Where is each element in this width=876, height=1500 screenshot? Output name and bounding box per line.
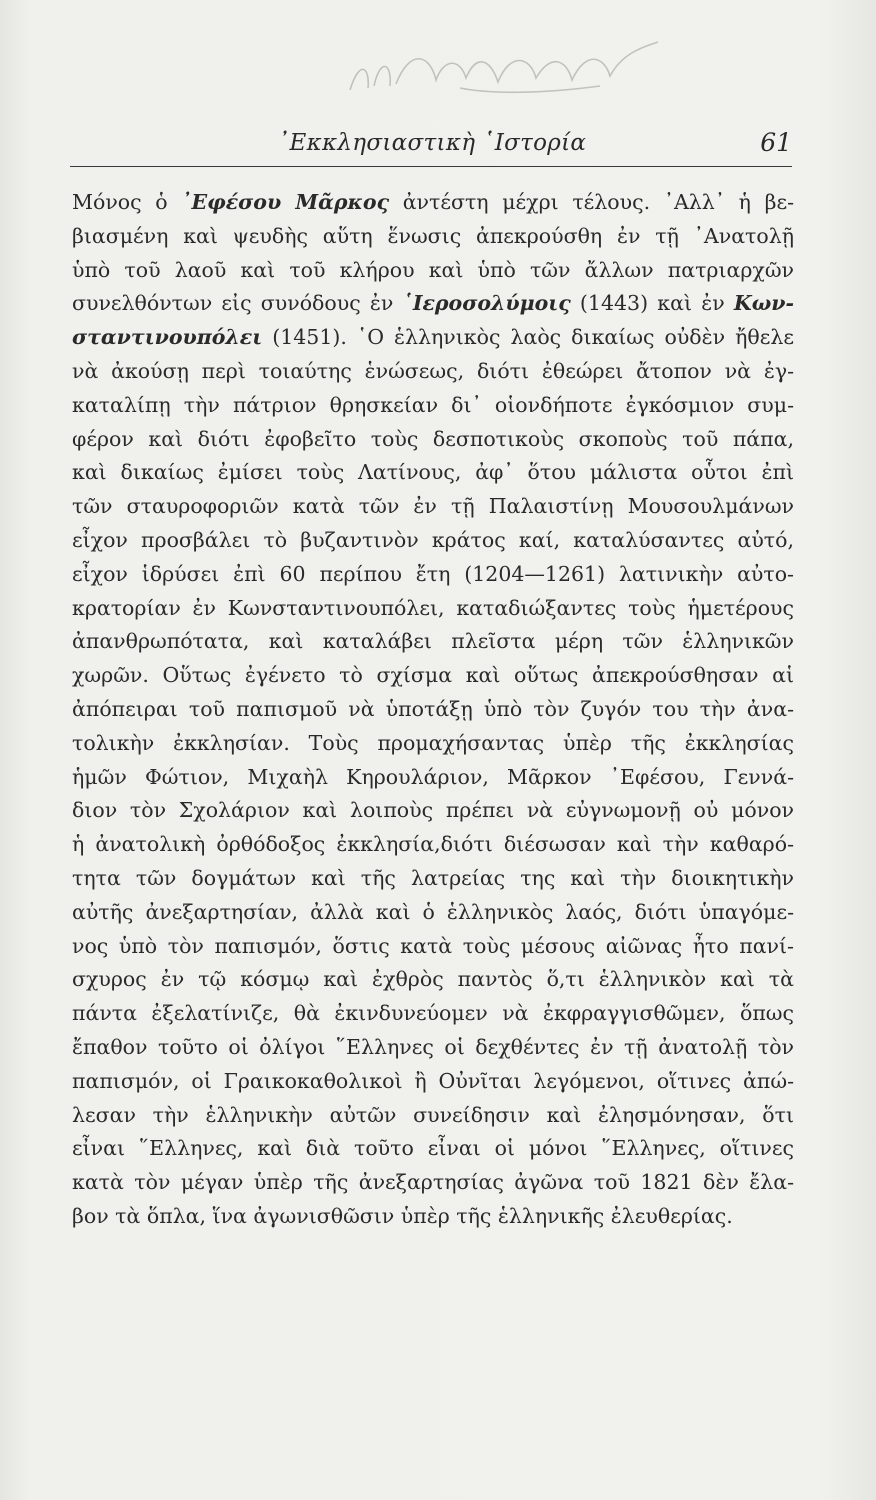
emphasized-name: σταντινουπόλει [72, 325, 263, 350]
text-run: διον τὸν Σχολάριον καὶ λοιποὺς πρέπει νὰ εὐγνωμονῇ οὐ μόνον [72, 798, 794, 823]
text-run: καταλίπῃ τὴν πάτριον θρησκείαν δι᾿ οἱονδήποτε ἐγκόσμιον συμ- [72, 392, 794, 417]
text-run: αὐτῆς ἀνεξαρτησίαν, ἀλλὰ καὶ ὁ ἑλληνικὸς λαός, διότι ὑπαγόμε- [72, 899, 794, 924]
text-run: κατὰ τὸν μέγαν ὑπὲρ τῆς ἀνεξαρτησίας ἀγῶνα τοῦ 1821 δὲν ἔλα- [72, 1170, 794, 1195]
text-line [72, 693, 794, 727]
text-line [72, 558, 794, 592]
text-line [72, 1132, 794, 1166]
text-line [72, 828, 794, 862]
text-run: τῶν σταυροφοριῶν κατὰ τῶν ἐν τῇ Παλαιστίνῃ Μουσουλμάνων [72, 494, 794, 519]
text-line [72, 761, 794, 795]
text-line [72, 355, 794, 389]
text-line [72, 1031, 794, 1065]
text-line [72, 456, 794, 490]
text-line [72, 321, 794, 355]
text-run: εἶναι ῞Ελληνες, καὶ διὰ τοῦτο εἶναι οἱ μόνοι ῞Ελληνες, οἵτινες [72, 1136, 794, 1161]
text-line [72, 287, 794, 321]
text-run: βιασμένη καὶ ψευδὴς αὕτη ἕνωσις ἀπεκρούσθη ἐν τῇ ᾿Ανατολῇ [72, 223, 794, 248]
text-run: ἡ ἀνατολικὴ ὀρθόδοξος ἐκκλησία,διότι διέσωσαν καὶ τὴν καθαρό- [72, 832, 794, 857]
text-line [72, 794, 794, 828]
text-line [72, 1099, 794, 1133]
text-line [72, 220, 794, 254]
text-line [72, 727, 794, 761]
text-run: λεσαν τὴν ἑλληνικὴν αὐτῶν συνείδησιν καὶ ἐλησμόνησαν, ὅτι [72, 1102, 794, 1127]
text-line [72, 186, 794, 220]
text-line [72, 1200, 794, 1234]
text-line [72, 659, 794, 693]
text-run: (1443) καὶ ἐν [570, 291, 734, 316]
text-run: σχυρος ἐν τῷ κόσμῳ καὶ ἐχθρὸς παντὸς ὅ,τι ἑλληνικὸν καὶ τὰ [72, 967, 794, 992]
text-run: συνελθόντων εἰς συνόδους ἐν [72, 291, 403, 316]
emphasized-name: ῾Ιεροσολύμοις [402, 291, 571, 316]
text-run: καὶ δικαίως ἐμίσει τοὺς Λατίνους, ἀφ᾿ ὅτου μάλιστα οὗτοι ἐπὶ [72, 460, 794, 485]
text-run: εἶχον προσβάλει τὸ βυζαντινὸν κράτος καί, καταλύσαντες αὐτό, [72, 527, 794, 552]
text-run: (1451). ῾Ο ἑλληνικὸς λαὸς δικαίως οὐδὲν ἤθελε [262, 325, 794, 350]
text-line [72, 1166, 794, 1200]
text-run: ἀπόπειραι τοῦ παπισμοῦ νὰ ὑποτάξῃ ὑπὸ τὸν ζυγόν του τὴν ἀνα- [72, 696, 794, 721]
text-line [72, 389, 794, 423]
emphasized-name: ᾿Εφέσου Μᾶρκος [181, 190, 390, 214]
text-line [72, 1065, 794, 1099]
text-line [72, 930, 794, 964]
text-line [72, 524, 794, 558]
text-line [72, 490, 794, 524]
text-run: τητα τῶν δογμάτων καὶ τῆς λατρείας της καὶ τὴν διοικητικὴν [72, 865, 794, 890]
text-run: πάντα ἐξελατίνιζε, θὰ ἐκινδυνεύομεν νὰ ἐκφραγγισθῶμεν, ὅπως [72, 1001, 794, 1026]
page-number: 61 [760, 128, 792, 157]
text-run: εἶχον ἱδρύσει ἐπὶ 60 περίπου ἔτη (1204—1261) λατινικὴν αὐτο- [72, 561, 794, 586]
text-line [72, 423, 794, 457]
text-run: ὑπὸ τοῦ λαοῦ καὶ τοῦ κλήρου καὶ ὑπὸ τῶν ἄλλων πατριαρχῶν [72, 257, 794, 282]
running-header [70, 124, 794, 164]
text-line [72, 862, 794, 896]
text-run: νος ὑπὸ τὸν παπισμόν, ὅστις κατὰ τοὺς μέσους αἰῶνας ἦτο πανί- [72, 933, 794, 958]
text-run: χωρῶν. Οὕτως ἐγένετο τὸ σχίσμα καὶ οὕτως ἀπεκρούσθησαν αἱ [72, 663, 794, 688]
text-run: φέρον καὶ διότι ἐφοβεῖτο τοὺς δεσποτικοὺς σκοποὺς τοῦ πάπα, [72, 426, 794, 451]
text-run: κρατορίαν ἐν Κωνσταντινουπόλει, καταδιώξαντες τοὺς ἡμετέρους [72, 595, 794, 620]
handwritten-inscription [340, 28, 680, 108]
text-run: ἡμῶν Φώτιον, Μιχαὴλ Κηρουλάριον, Μᾶρκον ᾿Εφέσου, Γεννά- [72, 764, 794, 789]
header-rule [70, 166, 792, 167]
text-run: βον τὰ ὅπλα, ἵνα ἀγωνισθῶσιν ὑπὲρ τῆς ἑλληνικῆς ἐλευθερίας. [72, 1203, 733, 1228]
emphasized-name: Κων- [733, 291, 794, 316]
text-run: παπισμόν, οἱ Γραικοκαθολικοὶ ἢ Οὐνῖται λεγόμενοι, οἵτινες ἀπώ- [72, 1068, 794, 1093]
text-run: Μόνος ὁ [72, 190, 182, 214]
text-run: τολικὴν ἐκκλησίαν. Τοὺς προμαχήσαντας ὑπὲρ τῆς ἐκκλησίας [72, 730, 794, 755]
text-run: ἔπαθον τοῦτο οἱ ὀλίγοι ῞Ελληνες οἱ δεχθέντες ἐν τῇ ἀνατολῇ τὸν [72, 1034, 794, 1059]
text-line [72, 896, 794, 930]
text-line [72, 254, 794, 288]
text-line [72, 963, 794, 997]
text-run: ἀπανθρωπότατα, καὶ καταλάβει πλεῖστα μέρη τῶν ἑλληνικῶν [72, 629, 794, 654]
text-run: ἀντέστη μέχρι τέλους. ᾿Αλλ᾿ ἡ βε- [389, 190, 794, 214]
text-run: νὰ ἀκούσῃ περὶ τοιαύτης ἑνώσεως, διότι ἐθεώρει ἄτοπον νὰ ἐγ- [72, 358, 794, 383]
body-paragraph [72, 186, 794, 1234]
text-line [72, 997, 794, 1031]
running-title: ᾿Εκκλησιαστικὴ ῾Ιστορία [277, 130, 587, 156]
text-line [72, 625, 794, 659]
text-line [72, 592, 794, 626]
